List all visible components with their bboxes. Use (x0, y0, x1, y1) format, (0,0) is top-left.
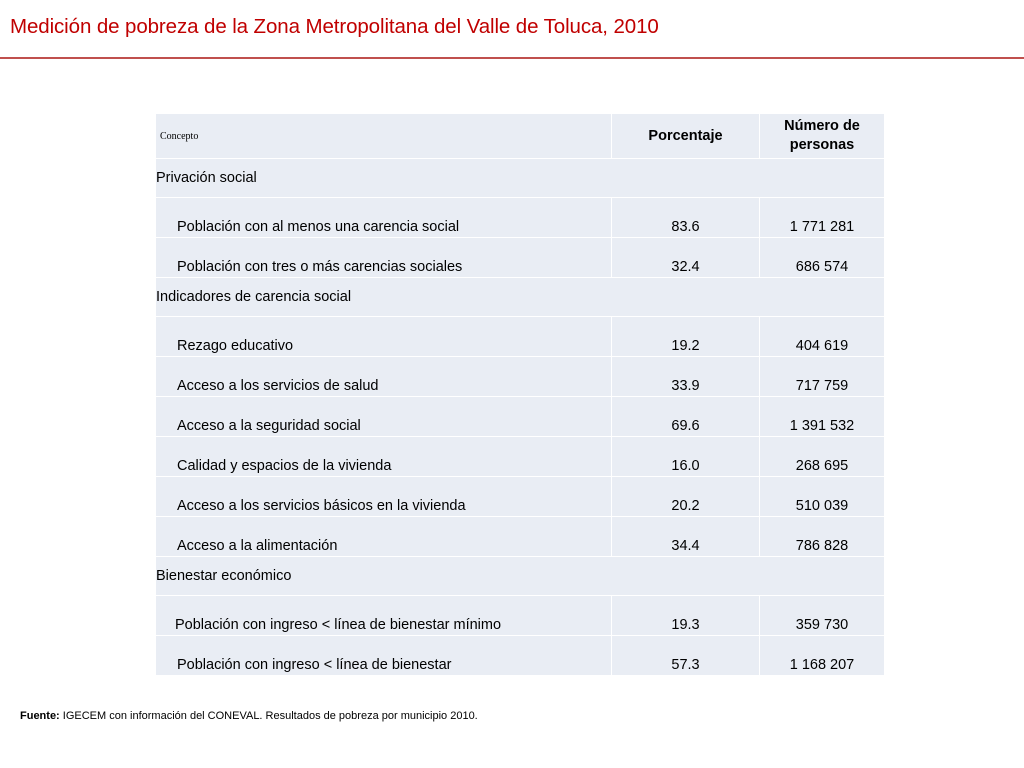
table-row (156, 477, 885, 517)
section-label: Bienestar económico (156, 557, 885, 596)
row-label: Población con ingreso < línea de bienestar mínimo (156, 596, 612, 636)
row-percentage: 20.2 (612, 477, 760, 517)
row-people: 404 619 (760, 317, 885, 357)
header-people: Número de personas (760, 114, 885, 159)
row-percentage: 57.3 (612, 636, 760, 676)
row-percentage: 16.0 (612, 437, 760, 477)
row-percentage: 34.4 (612, 517, 760, 557)
row-people: 717 759 (760, 357, 885, 397)
section-row-social-deprivation (156, 159, 885, 198)
table-row (156, 357, 885, 397)
row-people: 268 695 (760, 437, 885, 477)
row-label: Población con ingreso < línea de bienestar (156, 636, 612, 676)
section-label: Indicadores de carencia social (156, 278, 885, 317)
row-percentage: 33.9 (612, 357, 760, 397)
row-percentage: 69.6 (612, 397, 760, 437)
row-label: Acceso a los servicios de salud (156, 357, 612, 397)
row-people: 1 168 207 (760, 636, 885, 676)
table-row (156, 238, 885, 278)
row-label: Acceso a los servicios básicos en la vivienda (156, 477, 612, 517)
section-row-economic-wellbeing (156, 557, 885, 596)
title-divider (0, 57, 1024, 59)
row-people: 786 828 (760, 517, 885, 557)
source-note (20, 710, 478, 722)
table-row (156, 437, 885, 477)
row-percentage: 32.4 (612, 238, 760, 278)
row-label: Calidad y espacios de la vivienda (156, 437, 612, 477)
row-label: Acceso a la seguridad social (156, 397, 612, 437)
header-concept: Concepto (156, 114, 612, 159)
table-row (156, 397, 885, 437)
row-label: Acceso a la alimentación (156, 517, 612, 557)
row-people: 1 391 532 (760, 397, 885, 437)
row-label: Rezago educativo (156, 317, 612, 357)
page-title: Medición de pobreza de la Zona Metropolitana del Valle de Toluca, 2010 (10, 15, 659, 38)
header-percentage: Porcentaje (612, 114, 760, 159)
table-row (156, 636, 885, 676)
section-row-deprivation-indicators (156, 278, 885, 317)
row-people: 510 039 (760, 477, 885, 517)
source-label: Fuente: (20, 710, 60, 722)
table-row (156, 317, 885, 357)
row-percentage: 83.6 (612, 198, 760, 238)
poverty-table (155, 113, 885, 676)
row-percentage: 19.2 (612, 317, 760, 357)
row-people: 1 771 281 (760, 198, 885, 238)
section-label: Privación social (156, 159, 885, 198)
row-percentage: 19.3 (612, 596, 760, 636)
row-label: Población con tres o más carencias sociales (156, 238, 612, 278)
table-row (156, 198, 885, 238)
table-row (156, 517, 885, 557)
table-row (156, 596, 885, 636)
table-header-row (156, 114, 885, 159)
source-text: IGECEM con información del CONEVAL. Resultados de pobreza por municipio 2010. (59, 710, 478, 722)
row-people: 686 574 (760, 238, 885, 278)
row-people: 359 730 (760, 596, 885, 636)
row-label: Población con al menos una carencia social (156, 198, 612, 238)
